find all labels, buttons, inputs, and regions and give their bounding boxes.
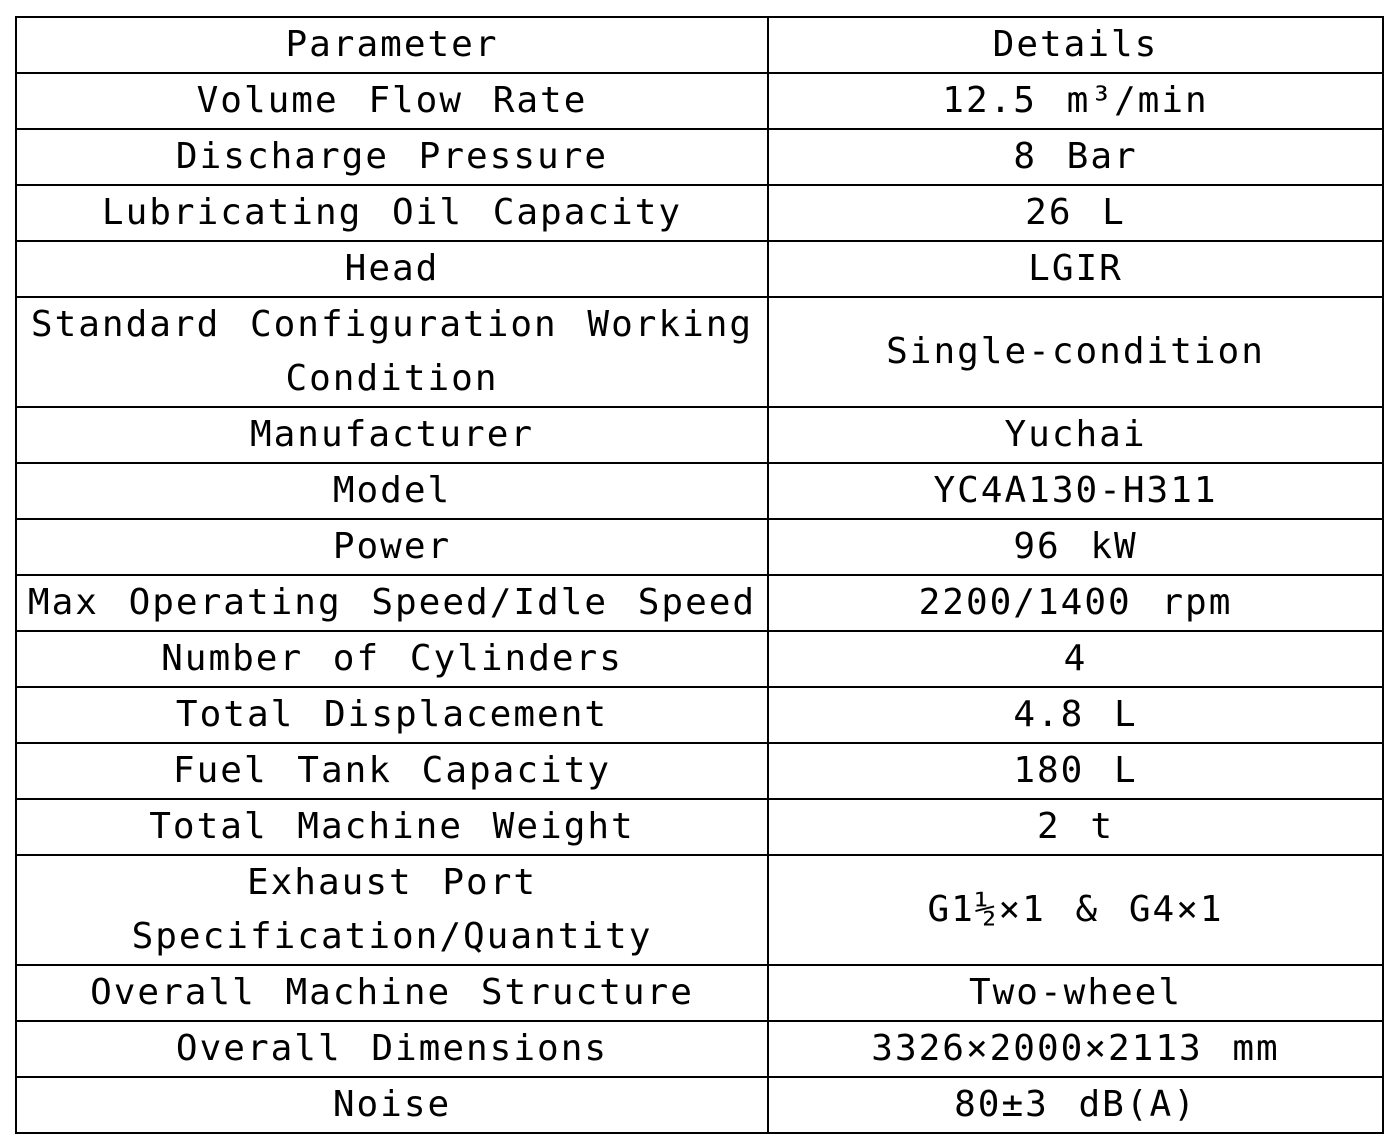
table-row [16, 463, 1383, 519]
value-cell: Two-wheel [768, 965, 1383, 1021]
value-cell: 2200/1400 rpm [768, 575, 1383, 631]
value-cell: 96 kW [768, 519, 1383, 575]
value-cell: 3326×2000×2113 mm [768, 1021, 1383, 1077]
param-cell: Max Operating Speed/Idle Speed [16, 575, 768, 631]
table-row [16, 575, 1383, 631]
value-cell: 4.8 L [768, 687, 1383, 743]
table-row [16, 1077, 1383, 1133]
param-cell: Lubricating Oil Capacity [16, 185, 768, 241]
param-cell: Manufacturer [16, 407, 768, 463]
value-cell: YC4A130-H311 [768, 463, 1383, 519]
table-row [16, 855, 1383, 965]
value-cell: 80±3 dB(A) [768, 1077, 1383, 1133]
table-row [16, 185, 1383, 241]
header-details: Details [768, 17, 1383, 73]
param-cell: Standard Configuration Working Condition [16, 297, 768, 407]
value-cell: G1½×1 & G4×1 [768, 855, 1383, 965]
table-row [16, 297, 1383, 407]
value-cell: 12.5 m³/min [768, 73, 1383, 129]
table-row [16, 241, 1383, 297]
param-cell: Overall Machine Structure [16, 965, 768, 1021]
value-cell: 4 [768, 631, 1383, 687]
param-cell: Total Machine Weight [16, 799, 768, 855]
value-cell: Single-condition [768, 297, 1383, 407]
param-cell: Power [16, 519, 768, 575]
table-row [16, 129, 1383, 185]
param-cell: Discharge Pressure [16, 129, 768, 185]
param-cell: Volume Flow Rate [16, 73, 768, 129]
value-cell: LGIR [768, 241, 1383, 297]
table-row [16, 965, 1383, 1021]
table-header-row [16, 17, 1383, 73]
param-cell: Fuel Tank Capacity [16, 743, 768, 799]
spec-table [15, 16, 1384, 1134]
table-row [16, 799, 1383, 855]
value-cell: 2 t [768, 799, 1383, 855]
table-row [16, 1021, 1383, 1077]
table-row [16, 631, 1383, 687]
value-cell: Yuchai [768, 407, 1383, 463]
param-cell: Head [16, 241, 768, 297]
value-cell: 8 Bar [768, 129, 1383, 185]
table-row [16, 73, 1383, 129]
table-row [16, 743, 1383, 799]
table-row [16, 687, 1383, 743]
header-parameter: Parameter [16, 17, 768, 73]
value-cell: 26 L [768, 185, 1383, 241]
value-cell: 180 L [768, 743, 1383, 799]
param-cell: Model [16, 463, 768, 519]
param-cell: Total Displacement [16, 687, 768, 743]
param-cell: Number of Cylinders [16, 631, 768, 687]
param-cell: Noise [16, 1077, 768, 1133]
table-row [16, 407, 1383, 463]
param-cell: Exhaust Port Specification/Quantity [16, 855, 768, 965]
param-cell: Overall Dimensions [16, 1021, 768, 1077]
table-row [16, 519, 1383, 575]
